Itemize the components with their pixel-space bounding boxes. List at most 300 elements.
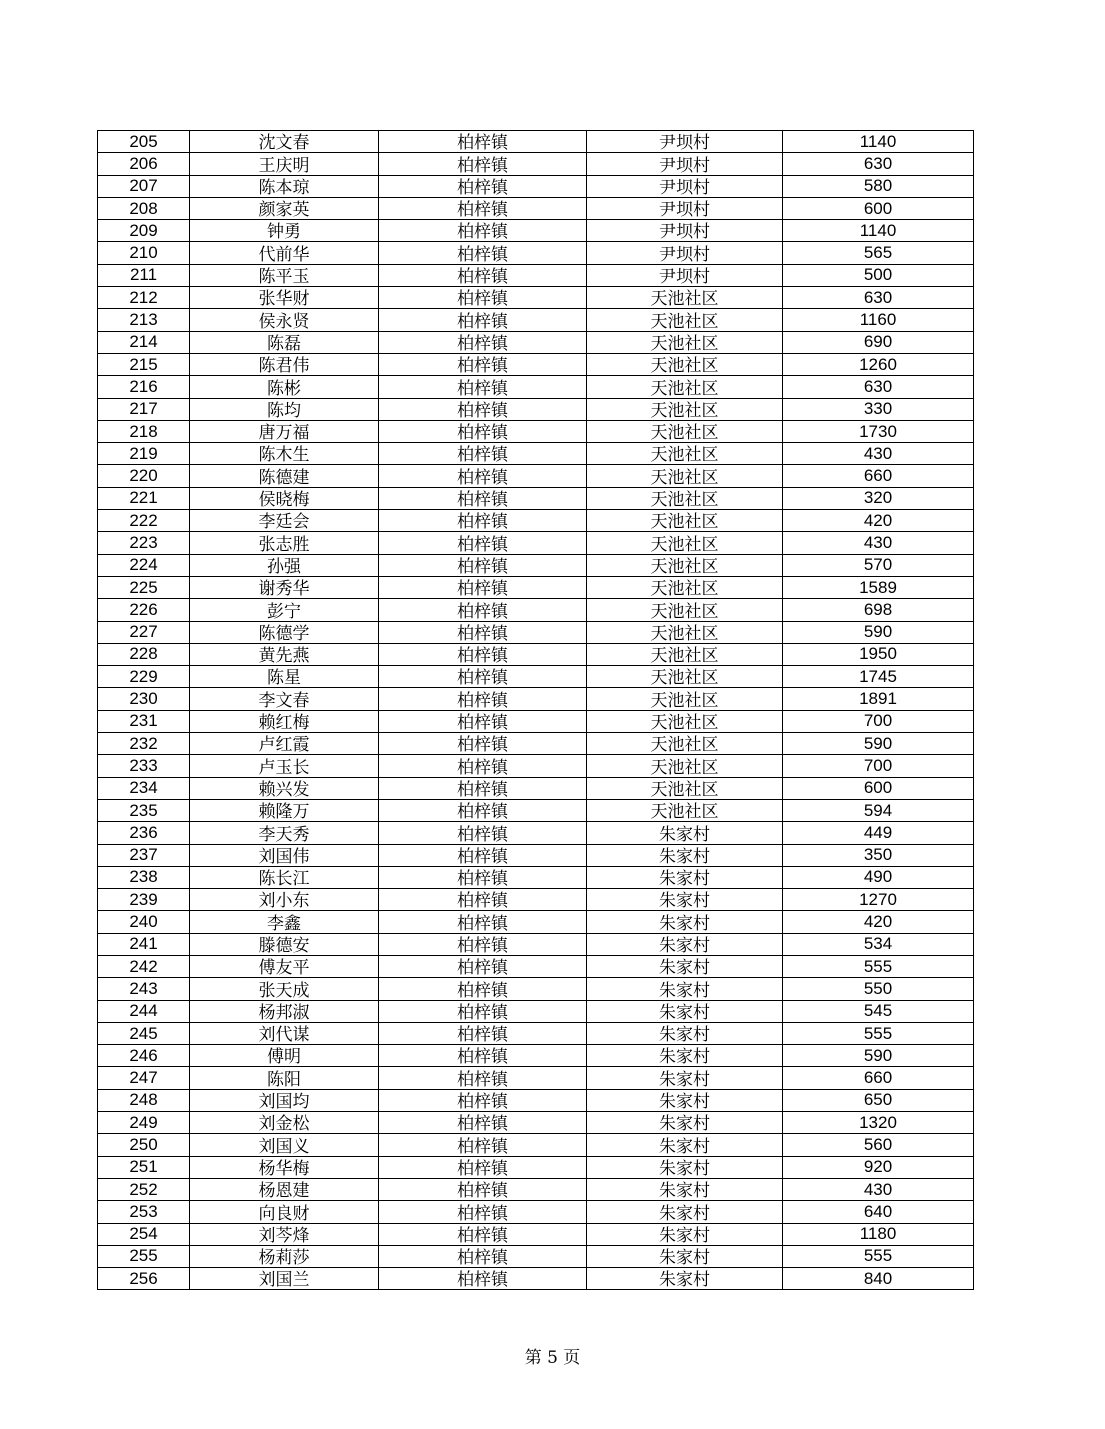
town-cell: 柏梓镇 xyxy=(379,755,587,777)
village-cell: 朱家村 xyxy=(587,889,783,911)
table-row xyxy=(98,621,974,643)
town-cell: 柏梓镇 xyxy=(379,933,587,955)
name-cell: 侯永贤 xyxy=(190,309,379,331)
name-cell: 刘国伟 xyxy=(190,844,379,866)
name-cell: 张华财 xyxy=(190,287,379,309)
town-cell: 柏梓镇 xyxy=(379,688,587,710)
town-cell: 柏梓镇 xyxy=(379,420,587,442)
table-row xyxy=(98,1245,974,1267)
town-cell: 柏梓镇 xyxy=(379,621,587,643)
amount-cell: 1320 xyxy=(783,1112,974,1134)
village-cell: 尹坝村 xyxy=(587,220,783,242)
table-row xyxy=(98,1000,974,1022)
village-cell: 朱家村 xyxy=(587,1268,783,1290)
village-cell: 尹坝村 xyxy=(587,242,783,264)
village-cell: 尹坝村 xyxy=(587,131,783,153)
name-cell: 唐万福 xyxy=(190,420,379,442)
name-cell: 李文春 xyxy=(190,688,379,710)
name-cell: 刘国均 xyxy=(190,1089,379,1111)
table-row xyxy=(98,710,974,732)
town-cell: 柏梓镇 xyxy=(379,220,587,242)
amount-cell: 330 xyxy=(783,398,974,420)
amount-cell: 420 xyxy=(783,911,974,933)
table-row xyxy=(98,688,974,710)
table-row xyxy=(98,1089,974,1111)
village-cell: 天池社区 xyxy=(587,799,783,821)
name-cell: 刘代谋 xyxy=(190,1022,379,1044)
row-number-cell: 244 xyxy=(98,1000,190,1022)
row-number-cell: 222 xyxy=(98,510,190,532)
town-cell: 柏梓镇 xyxy=(379,1045,587,1067)
village-cell: 天池社区 xyxy=(587,599,783,621)
name-cell: 刘金松 xyxy=(190,1112,379,1134)
name-cell: 陈平玉 xyxy=(190,264,379,286)
town-cell: 柏梓镇 xyxy=(379,287,587,309)
row-number-cell: 237 xyxy=(98,844,190,866)
village-cell: 朱家村 xyxy=(587,822,783,844)
row-number-cell: 216 xyxy=(98,376,190,398)
village-cell: 朱家村 xyxy=(587,1178,783,1200)
row-number-cell: 254 xyxy=(98,1223,190,1245)
name-cell: 陈长江 xyxy=(190,866,379,888)
name-cell: 张志胜 xyxy=(190,532,379,554)
amount-cell: 565 xyxy=(783,242,974,264)
table-row xyxy=(98,844,974,866)
table-row xyxy=(98,353,974,375)
name-cell: 谢秀华 xyxy=(190,576,379,598)
amount-cell: 1140 xyxy=(783,131,974,153)
row-number-cell: 227 xyxy=(98,621,190,643)
name-cell: 卢红霞 xyxy=(190,733,379,755)
name-cell: 滕德安 xyxy=(190,933,379,955)
amount-cell: 590 xyxy=(783,1045,974,1067)
name-cell: 杨莉莎 xyxy=(190,1245,379,1267)
table-row xyxy=(98,1201,974,1223)
town-cell: 柏梓镇 xyxy=(379,799,587,821)
amount-cell: 1745 xyxy=(783,666,974,688)
village-cell: 天池社区 xyxy=(587,487,783,509)
amount-cell: 840 xyxy=(783,1268,974,1290)
table-row xyxy=(98,643,974,665)
town-cell: 柏梓镇 xyxy=(379,554,587,576)
village-cell: 天池社区 xyxy=(587,309,783,331)
table-row xyxy=(98,242,974,264)
name-cell: 杨华梅 xyxy=(190,1156,379,1178)
row-number-cell: 205 xyxy=(98,131,190,153)
row-number-cell: 250 xyxy=(98,1134,190,1156)
name-cell: 赖隆万 xyxy=(190,799,379,821)
town-cell: 柏梓镇 xyxy=(379,866,587,888)
row-number-cell: 221 xyxy=(98,487,190,509)
amount-cell: 660 xyxy=(783,465,974,487)
village-cell: 朱家村 xyxy=(587,1045,783,1067)
town-cell: 柏梓镇 xyxy=(379,955,587,977)
table-row xyxy=(98,1223,974,1245)
village-cell: 朱家村 xyxy=(587,1201,783,1223)
village-cell: 朱家村 xyxy=(587,1112,783,1134)
table-row xyxy=(98,955,974,977)
village-cell: 天池社区 xyxy=(587,465,783,487)
town-cell: 柏梓镇 xyxy=(379,1022,587,1044)
row-number-cell: 239 xyxy=(98,889,190,911)
village-cell: 朱家村 xyxy=(587,1245,783,1267)
row-number-cell: 249 xyxy=(98,1112,190,1134)
row-number-cell: 224 xyxy=(98,554,190,576)
town-cell: 柏梓镇 xyxy=(379,978,587,1000)
amount-cell: 320 xyxy=(783,487,974,509)
amount-cell: 600 xyxy=(783,777,974,799)
name-cell: 陈德建 xyxy=(190,465,379,487)
town-cell: 柏梓镇 xyxy=(379,353,587,375)
town-cell: 柏梓镇 xyxy=(379,1223,587,1245)
table-row xyxy=(98,1022,974,1044)
name-cell: 陈阳 xyxy=(190,1067,379,1089)
row-number-cell: 209 xyxy=(98,220,190,242)
table-row xyxy=(98,755,974,777)
village-cell: 天池社区 xyxy=(587,532,783,554)
name-cell: 傅明 xyxy=(190,1045,379,1067)
village-cell: 朱家村 xyxy=(587,1022,783,1044)
name-cell: 侯晓梅 xyxy=(190,487,379,509)
row-number-cell: 229 xyxy=(98,666,190,688)
town-cell: 柏梓镇 xyxy=(379,733,587,755)
amount-cell: 570 xyxy=(783,554,974,576)
row-number-cell: 212 xyxy=(98,287,190,309)
table-row xyxy=(98,777,974,799)
row-number-cell: 208 xyxy=(98,197,190,219)
table-row xyxy=(98,866,974,888)
row-number-cell: 234 xyxy=(98,777,190,799)
table-row xyxy=(98,487,974,509)
row-number-cell: 236 xyxy=(98,822,190,844)
village-cell: 尹坝村 xyxy=(587,197,783,219)
name-cell: 李廷会 xyxy=(190,510,379,532)
village-cell: 天池社区 xyxy=(587,420,783,442)
amount-cell: 1140 xyxy=(783,220,974,242)
town-cell: 柏梓镇 xyxy=(379,1089,587,1111)
town-cell: 柏梓镇 xyxy=(379,911,587,933)
village-cell: 天池社区 xyxy=(587,331,783,353)
row-number-cell: 211 xyxy=(98,264,190,286)
row-number-cell: 225 xyxy=(98,576,190,598)
table-row xyxy=(98,1268,974,1290)
town-cell: 柏梓镇 xyxy=(379,710,587,732)
name-cell: 卢玉长 xyxy=(190,755,379,777)
table-row xyxy=(98,510,974,532)
town-cell: 柏梓镇 xyxy=(379,599,587,621)
amount-cell: 555 xyxy=(783,1022,974,1044)
row-number-cell: 223 xyxy=(98,532,190,554)
name-cell: 陈君伟 xyxy=(190,353,379,375)
name-cell: 杨恩建 xyxy=(190,1178,379,1200)
village-cell: 朱家村 xyxy=(587,1067,783,1089)
row-number-cell: 252 xyxy=(98,1178,190,1200)
table-row xyxy=(98,576,974,598)
row-number-cell: 256 xyxy=(98,1268,190,1290)
village-cell: 天池社区 xyxy=(587,688,783,710)
table-row xyxy=(98,933,974,955)
village-cell: 天池社区 xyxy=(587,510,783,532)
row-number-cell: 215 xyxy=(98,353,190,375)
town-cell: 柏梓镇 xyxy=(379,264,587,286)
amount-cell: 350 xyxy=(783,844,974,866)
amount-cell: 555 xyxy=(783,955,974,977)
row-number-cell: 230 xyxy=(98,688,190,710)
village-cell: 天池社区 xyxy=(587,643,783,665)
row-number-cell: 228 xyxy=(98,643,190,665)
amount-cell: 500 xyxy=(783,264,974,286)
amount-cell: 590 xyxy=(783,621,974,643)
town-cell: 柏梓镇 xyxy=(379,889,587,911)
amount-cell: 1270 xyxy=(783,889,974,911)
table-row xyxy=(98,911,974,933)
village-cell: 天池社区 xyxy=(587,755,783,777)
row-number-cell: 245 xyxy=(98,1022,190,1044)
name-cell: 黄先燕 xyxy=(190,643,379,665)
town-cell: 柏梓镇 xyxy=(379,487,587,509)
village-cell: 朱家村 xyxy=(587,955,783,977)
name-cell: 傅友平 xyxy=(190,955,379,977)
amount-cell: 534 xyxy=(783,933,974,955)
village-cell: 朱家村 xyxy=(587,866,783,888)
row-number-cell: 248 xyxy=(98,1089,190,1111)
amount-cell: 650 xyxy=(783,1089,974,1111)
table-row xyxy=(98,131,974,153)
amount-cell: 920 xyxy=(783,1156,974,1178)
table-row xyxy=(98,443,974,465)
table-row xyxy=(98,599,974,621)
town-cell: 柏梓镇 xyxy=(379,844,587,866)
amount-cell: 1260 xyxy=(783,353,974,375)
town-cell: 柏梓镇 xyxy=(379,1245,587,1267)
table-row xyxy=(98,331,974,353)
town-cell: 柏梓镇 xyxy=(379,331,587,353)
village-cell: 朱家村 xyxy=(587,911,783,933)
row-number-cell: 255 xyxy=(98,1245,190,1267)
amount-cell: 698 xyxy=(783,599,974,621)
amount-cell: 1891 xyxy=(783,688,974,710)
table-row xyxy=(98,376,974,398)
village-cell: 天池社区 xyxy=(587,443,783,465)
row-number-cell: 226 xyxy=(98,599,190,621)
name-cell: 颜家英 xyxy=(190,197,379,219)
amount-cell: 430 xyxy=(783,532,974,554)
village-cell: 尹坝村 xyxy=(587,264,783,286)
amount-cell: 630 xyxy=(783,153,974,175)
table-row xyxy=(98,978,974,1000)
town-cell: 柏梓镇 xyxy=(379,1268,587,1290)
table-row xyxy=(98,197,974,219)
name-cell: 陈彬 xyxy=(190,376,379,398)
amount-cell: 550 xyxy=(783,978,974,1000)
table-row xyxy=(98,1112,974,1134)
name-cell: 向良财 xyxy=(190,1201,379,1223)
row-number-cell: 207 xyxy=(98,175,190,197)
table-row xyxy=(98,554,974,576)
village-cell: 朱家村 xyxy=(587,1156,783,1178)
town-cell: 柏梓镇 xyxy=(379,822,587,844)
amount-cell: 449 xyxy=(783,822,974,844)
town-cell: 柏梓镇 xyxy=(379,1178,587,1200)
table-row xyxy=(98,309,974,331)
row-number-cell: 231 xyxy=(98,710,190,732)
name-cell: 王庆明 xyxy=(190,153,379,175)
table-row xyxy=(98,420,974,442)
row-number-cell: 251 xyxy=(98,1156,190,1178)
town-cell: 柏梓镇 xyxy=(379,1134,587,1156)
row-number-cell: 213 xyxy=(98,309,190,331)
table-row xyxy=(98,1045,974,1067)
amount-cell: 700 xyxy=(783,710,974,732)
name-cell: 孙强 xyxy=(190,554,379,576)
village-cell: 朱家村 xyxy=(587,1000,783,1022)
row-number-cell: 233 xyxy=(98,755,190,777)
table-row xyxy=(98,153,974,175)
row-number-cell: 246 xyxy=(98,1045,190,1067)
town-cell: 柏梓镇 xyxy=(379,398,587,420)
village-cell: 天池社区 xyxy=(587,777,783,799)
town-cell: 柏梓镇 xyxy=(379,777,587,799)
amount-cell: 1950 xyxy=(783,643,974,665)
table-row xyxy=(98,287,974,309)
table-row xyxy=(98,1134,974,1156)
amount-cell: 630 xyxy=(783,287,974,309)
data-table xyxy=(97,130,974,1290)
name-cell: 彭宁 xyxy=(190,599,379,621)
town-cell: 柏梓镇 xyxy=(379,532,587,554)
amount-cell: 430 xyxy=(783,443,974,465)
village-cell: 天池社区 xyxy=(587,576,783,598)
amount-cell: 420 xyxy=(783,510,974,532)
amount-cell: 1589 xyxy=(783,576,974,598)
village-cell: 朱家村 xyxy=(587,933,783,955)
name-cell: 李鑫 xyxy=(190,911,379,933)
amount-cell: 430 xyxy=(783,1178,974,1200)
table-row xyxy=(98,889,974,911)
page-number: 第 5 页 xyxy=(524,1348,581,1368)
table-body xyxy=(98,131,974,1290)
table-row xyxy=(98,1178,974,1200)
village-cell: 天池社区 xyxy=(587,554,783,576)
village-cell: 天池社区 xyxy=(587,733,783,755)
village-cell: 天池社区 xyxy=(587,376,783,398)
row-number-cell: 242 xyxy=(98,955,190,977)
town-cell: 柏梓镇 xyxy=(379,197,587,219)
row-number-cell: 241 xyxy=(98,933,190,955)
amount-cell: 490 xyxy=(783,866,974,888)
row-number-cell: 210 xyxy=(98,242,190,264)
row-number-cell: 238 xyxy=(98,866,190,888)
town-cell: 柏梓镇 xyxy=(379,1067,587,1089)
village-cell: 天池社区 xyxy=(587,710,783,732)
village-cell: 天池社区 xyxy=(587,621,783,643)
name-cell: 沈文春 xyxy=(190,131,379,153)
row-number-cell: 214 xyxy=(98,331,190,353)
amount-cell: 630 xyxy=(783,376,974,398)
name-cell: 刘国义 xyxy=(190,1134,379,1156)
town-cell: 柏梓镇 xyxy=(379,643,587,665)
village-cell: 朱家村 xyxy=(587,1134,783,1156)
table-row xyxy=(98,1067,974,1089)
village-cell: 天池社区 xyxy=(587,398,783,420)
row-number-cell: 247 xyxy=(98,1067,190,1089)
amount-cell: 545 xyxy=(783,1000,974,1022)
name-cell: 刘小东 xyxy=(190,889,379,911)
amount-cell: 560 xyxy=(783,1134,974,1156)
name-cell: 赖红梅 xyxy=(190,710,379,732)
amount-cell: 700 xyxy=(783,755,974,777)
town-cell: 柏梓镇 xyxy=(379,376,587,398)
town-cell: 柏梓镇 xyxy=(379,153,587,175)
town-cell: 柏梓镇 xyxy=(379,576,587,598)
table-row xyxy=(98,532,974,554)
town-cell: 柏梓镇 xyxy=(379,1201,587,1223)
row-number-cell: 217 xyxy=(98,398,190,420)
amount-cell: 660 xyxy=(783,1067,974,1089)
table-row xyxy=(98,175,974,197)
name-cell: 陈均 xyxy=(190,398,379,420)
village-cell: 朱家村 xyxy=(587,844,783,866)
village-cell: 朱家村 xyxy=(587,1223,783,1245)
amount-cell: 555 xyxy=(783,1245,974,1267)
amount-cell: 600 xyxy=(783,197,974,219)
village-cell: 天池社区 xyxy=(587,287,783,309)
village-cell: 尹坝村 xyxy=(587,175,783,197)
name-cell: 陈木生 xyxy=(190,443,379,465)
amount-cell: 590 xyxy=(783,733,974,755)
table-row xyxy=(98,398,974,420)
town-cell: 柏梓镇 xyxy=(379,131,587,153)
name-cell: 刘国兰 xyxy=(190,1268,379,1290)
amount-cell: 1730 xyxy=(783,420,974,442)
table-row xyxy=(98,733,974,755)
table-row xyxy=(98,220,974,242)
amount-cell: 640 xyxy=(783,1201,974,1223)
town-cell: 柏梓镇 xyxy=(379,1000,587,1022)
town-cell: 柏梓镇 xyxy=(379,1112,587,1134)
table-row xyxy=(98,666,974,688)
name-cell: 陈磊 xyxy=(190,331,379,353)
row-number-cell: 243 xyxy=(98,978,190,1000)
amount-cell: 1160 xyxy=(783,309,974,331)
village-cell: 天池社区 xyxy=(587,666,783,688)
village-cell: 天池社区 xyxy=(587,353,783,375)
town-cell: 柏梓镇 xyxy=(379,1156,587,1178)
table-row xyxy=(98,465,974,487)
village-cell: 朱家村 xyxy=(587,978,783,1000)
row-number-cell: 206 xyxy=(98,153,190,175)
name-cell: 赖兴发 xyxy=(190,777,379,799)
amount-cell: 580 xyxy=(783,175,974,197)
name-cell: 陈德学 xyxy=(190,621,379,643)
amount-cell: 594 xyxy=(783,799,974,821)
name-cell: 代前华 xyxy=(190,242,379,264)
table-row xyxy=(98,799,974,821)
town-cell: 柏梓镇 xyxy=(379,309,587,331)
town-cell: 柏梓镇 xyxy=(379,443,587,465)
town-cell: 柏梓镇 xyxy=(379,242,587,264)
table-row xyxy=(98,1156,974,1178)
name-cell: 刘芩烽 xyxy=(190,1223,379,1245)
town-cell: 柏梓镇 xyxy=(379,465,587,487)
town-cell: 柏梓镇 xyxy=(379,175,587,197)
row-number-cell: 219 xyxy=(98,443,190,465)
name-cell: 钟勇 xyxy=(190,220,379,242)
row-number-cell: 220 xyxy=(98,465,190,487)
village-cell: 朱家村 xyxy=(587,1089,783,1111)
table-row xyxy=(98,822,974,844)
name-cell: 陈本琼 xyxy=(190,175,379,197)
